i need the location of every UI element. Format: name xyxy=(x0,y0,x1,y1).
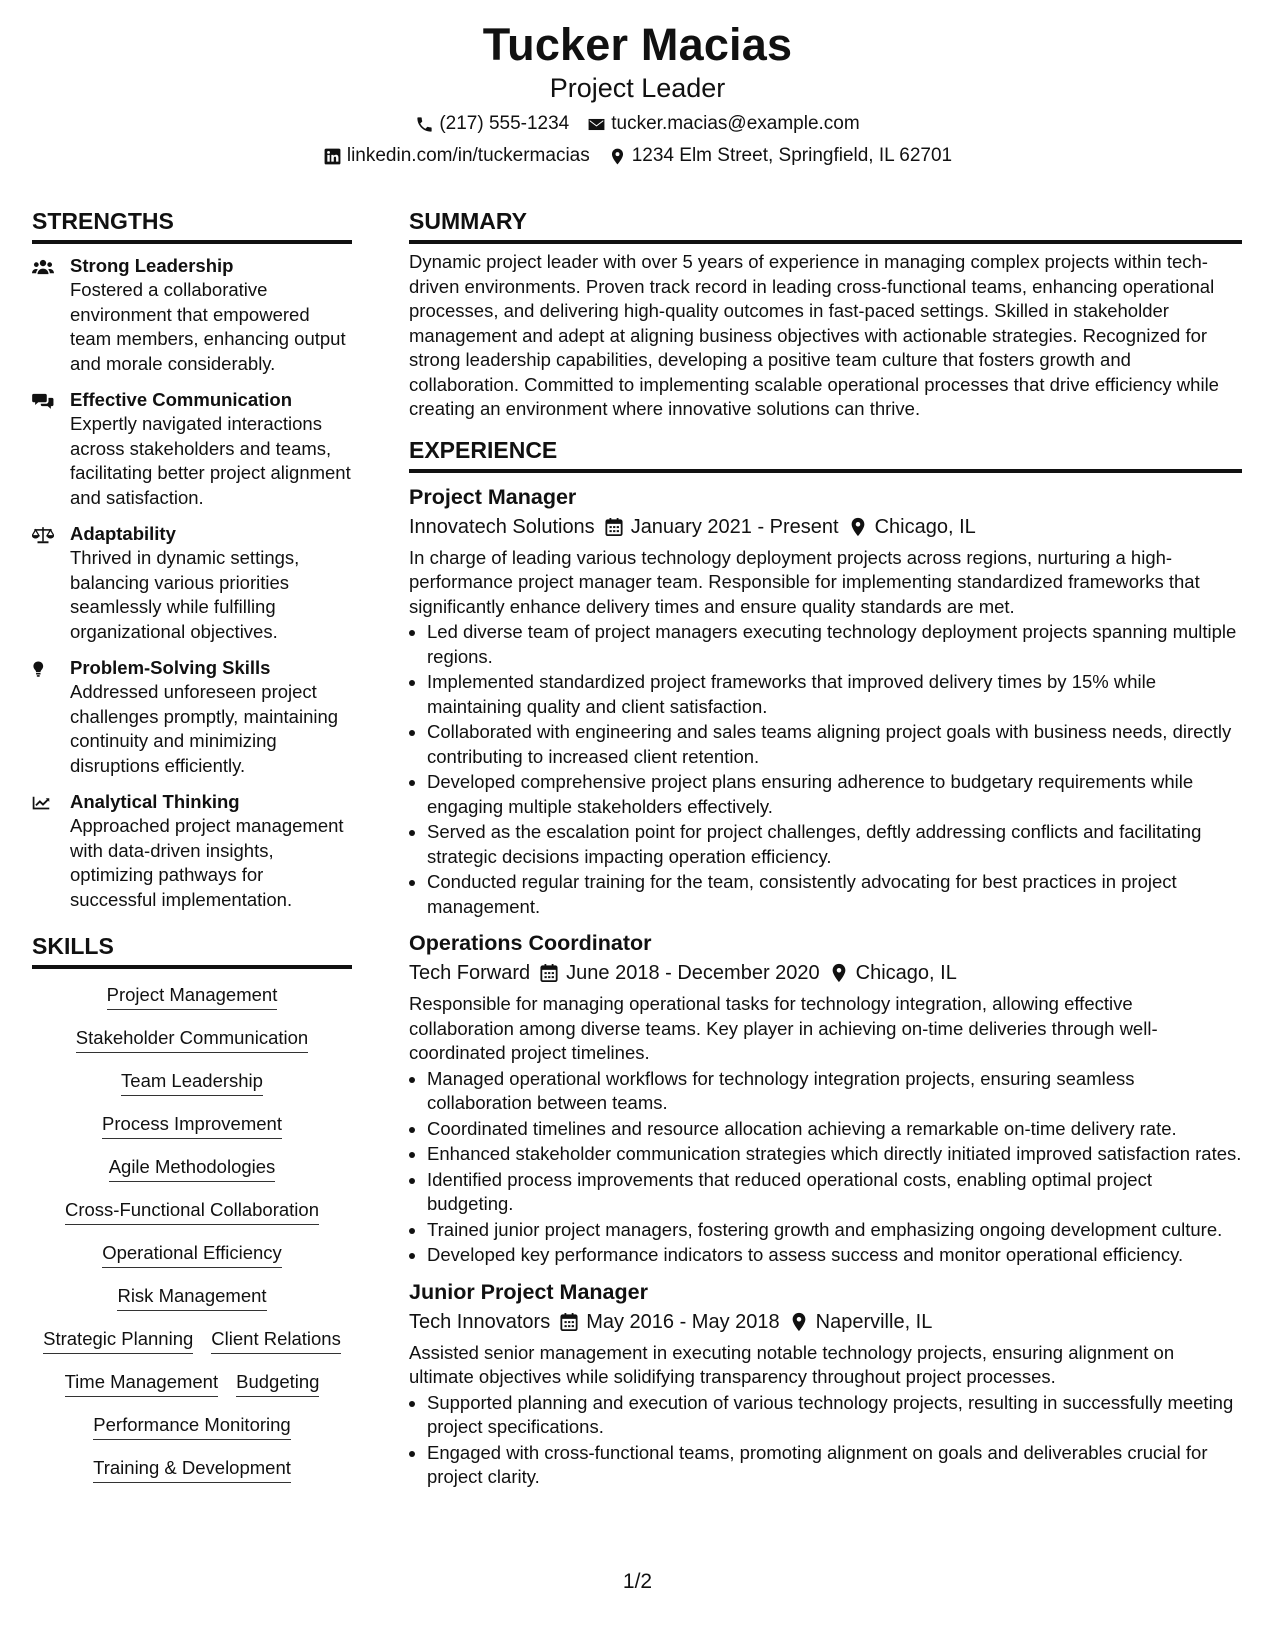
envelope-icon xyxy=(587,115,606,134)
skill-tag: Training & Development xyxy=(93,1456,291,1483)
address-item xyxy=(608,144,952,168)
address-text: 1234 Elm Street, Springfield, IL 62701 xyxy=(631,145,953,166)
skill-tag: Client Relations xyxy=(211,1327,341,1354)
map-marker-icon xyxy=(790,1312,808,1332)
job-title: Project Manager xyxy=(409,484,577,509)
contact-line-1 xyxy=(0,112,1275,136)
page-number: 1/2 xyxy=(622,1570,653,1593)
right-column xyxy=(409,205,1242,1491)
job-meta xyxy=(409,960,1242,986)
bullet-item: • Supported planning and execution of various technology projects, resulting in successfully meeting project specifications. xyxy=(427,1391,1242,1440)
bullet-item: • Managed operational workflows for technology integration projects, ensuring seamless collaboration between teams. xyxy=(427,1067,1242,1116)
skill-tag: Team Leadership xyxy=(121,1069,263,1096)
job-entry xyxy=(409,1278,1242,1490)
calendar-icon xyxy=(605,517,623,537)
job-title: Junior Project Manager xyxy=(409,1279,648,1304)
resume-header xyxy=(0,18,1275,168)
strength-desc: Expertly navigated interactions across stakeholders and teams, facilitating better project alignment and satisfaction. xyxy=(70,413,351,508)
job-dates: January 2021 - Present xyxy=(630,515,839,538)
strength-item xyxy=(32,388,352,510)
skill-tag: Performance Monitoring xyxy=(93,1413,290,1440)
lightbulb-icon xyxy=(32,659,54,679)
job-dates: May 2016 - May 2018 xyxy=(586,1310,780,1333)
linkedin-icon xyxy=(323,147,342,166)
strength-desc: Addressed unforeseen project challenges promptly, maintaining continuity and minimizing disruptions efficiently. xyxy=(70,681,339,776)
map-marker-icon xyxy=(830,963,848,983)
experience-heading: EXPERIENCE xyxy=(409,434,1242,473)
job-description: Responsible for managing operational tasks for technology integration, allowing effective collaboration among diverse teams. Key player in achieving on-time deliveries through well-coordinated project timelines. xyxy=(409,993,1158,1063)
skill-tag: Budgeting xyxy=(236,1370,319,1397)
bullet-item: • Collaborated with engineering and sales teams aligning project goals with business needs, directly contributing to increased client retention. xyxy=(427,720,1242,769)
phone-item xyxy=(415,112,569,136)
job-entry xyxy=(409,929,1242,1268)
bullet-item: • Trained junior project managers, fostering growth and emphasizing ongoing development culture. xyxy=(427,1218,1242,1243)
strength-desc: Fostered a collaborative environment that empowered team members, enhancing output and morale considerably. xyxy=(70,279,346,374)
linkedin-item[interactable] xyxy=(323,144,590,168)
strengths-heading: STRENGTHS xyxy=(32,205,352,244)
skill-tag: Time Management xyxy=(65,1370,219,1397)
skill-tag: Operational Efficiency xyxy=(102,1241,282,1268)
strength-desc: Approached project management with data-driven insights, optimizing pathways for successful implementation. xyxy=(70,815,344,910)
summary-heading: SUMMARY xyxy=(409,205,1242,244)
job-location: Chicago, IL xyxy=(874,515,976,538)
strength-item xyxy=(32,522,352,644)
balance-scale-icon xyxy=(32,525,54,545)
email-text[interactable]: tucker.macias@example.com xyxy=(611,113,860,134)
job-dates: June 2018 - December 2020 xyxy=(566,962,820,984)
skill-tag: Cross-Functional Collaboration xyxy=(65,1198,319,1225)
skill-tag: Risk Management xyxy=(117,1284,266,1311)
strength-title: Problem-Solving Skills xyxy=(70,657,271,678)
skill-tag: Project Management xyxy=(107,983,278,1010)
strength-title: Strong Leadership xyxy=(70,255,234,276)
job-location: Naperville, IL xyxy=(815,1310,933,1333)
company-name: Tech Forward xyxy=(409,962,531,984)
company-name: Tech Innovators xyxy=(409,1310,551,1333)
job-bullets xyxy=(409,620,1242,919)
candidate-title: Project Leader xyxy=(549,73,726,103)
strength-item xyxy=(32,790,352,912)
map-marker-icon xyxy=(849,517,867,537)
bullet-item: • Conducted regular training for the team, consistently advocating for best practices in project management. xyxy=(427,870,1242,919)
strength-title: Analytical Thinking xyxy=(70,791,240,812)
job-entry xyxy=(409,483,1242,920)
skill-tag: Strategic Planning xyxy=(43,1327,193,1354)
job-description: In charge of leading various technology deployment projects across regions, nurturing a high-performance project manager team. Responsible for implementing standardized frameworks that significantly enhance delivery times and ensure quality standards are met. xyxy=(409,546,1200,617)
strength-title: Adaptability xyxy=(70,523,176,544)
bullet-item: • Served as the escalation point for project challenges, deftly addressing conflicts and facilitating strategic decisions impacting operation efficiency. xyxy=(427,820,1242,869)
bullet-item: • Coordinated timelines and resource allocation achieving a remarkable on-time delivery rate. xyxy=(427,1117,1242,1142)
skill-tag: Agile Methodologies xyxy=(109,1155,276,1182)
strength-title: Effective Communication xyxy=(70,389,293,410)
job-title: Operations Coordinator xyxy=(409,931,652,955)
users-icon xyxy=(32,257,54,277)
skill-tag: Process Improvement xyxy=(102,1112,282,1139)
chart-line-icon xyxy=(32,793,54,813)
company-name: Innovatech Solutions xyxy=(409,515,595,538)
linkedin-text[interactable]: linkedin.com/in/tuckermacias xyxy=(346,145,590,166)
job-description: Assisted senior management in executing notable technology projects, ensuring alignment on ultimate objectives while solidifying transparency throughout project processes. xyxy=(409,1341,1175,1387)
map-marker-icon xyxy=(608,147,627,166)
skill-tag: Stakeholder Communication xyxy=(76,1026,308,1053)
calendar-icon xyxy=(540,963,558,983)
skills-list xyxy=(32,983,352,1483)
bullet-item: • Implemented standardized project frameworks that improved delivery times by 15% while maintaining quality and client satisfaction. xyxy=(427,670,1242,719)
bullet-item: • Developed key performance indicators to assess success and monitor operational efficiency. xyxy=(427,1243,1242,1268)
job-location: Chicago, IL xyxy=(855,962,957,984)
strength-item xyxy=(32,254,352,376)
job-meta xyxy=(409,1309,1242,1335)
job-meta xyxy=(409,514,1242,540)
comments-icon xyxy=(32,391,54,411)
candidate-name: Tucker Macias xyxy=(482,19,793,70)
skills-heading: SKILLS xyxy=(32,930,352,969)
bullet-item: • Engaged with cross-functional teams, promoting alignment on goals and deliverables crucial for project clarity. xyxy=(427,1441,1242,1490)
contact-line-2 xyxy=(0,144,1275,168)
bullet-item: • Developed comprehensive project plans ensuring adherence to budgetary requirements while engaging multiple stakeholders effectively. xyxy=(427,770,1242,819)
phone-text: (217) 555-1234 xyxy=(439,113,570,134)
strength-desc: Thrived in dynamic settings, balancing various priorities seamlessly while fulfilling organizational objectives. xyxy=(70,547,300,642)
bullet-item: • Led diverse team of project managers executing technology deployment projects spanning multiple regions. xyxy=(427,620,1242,669)
job-bullets xyxy=(409,1391,1242,1490)
strength-item xyxy=(32,656,352,778)
summary-text: Dynamic project leader with over 5 years of experience in managing complex projects within tech-driven environments. Proven track record in leading cross-functional teams, enhancing operational processes, and delivering high-quality outcomes in fast-paced settings. Skilled in stakeholder management and adept at aligning business objectives with actionable strategies. Recognized for strong leadership capabilities, developing a positive team culture that fosters growth and collaboration. Committed to implementing scalable operational processes that drive efficiency while creating an environment where innovative solutions can thrive. xyxy=(409,251,1219,419)
left-column xyxy=(32,205,352,1499)
email-item[interactable] xyxy=(587,112,859,136)
phone-icon xyxy=(415,115,434,134)
job-bullets xyxy=(409,1067,1242,1268)
bullet-item: • Identified process improvements that reduced operational costs, enabling optimal project budgeting. xyxy=(427,1168,1242,1217)
bullet-item: • Enhanced stakeholder communication strategies which directly initiated improved satisfaction rates. xyxy=(427,1142,1242,1167)
calendar-icon xyxy=(560,1312,578,1332)
